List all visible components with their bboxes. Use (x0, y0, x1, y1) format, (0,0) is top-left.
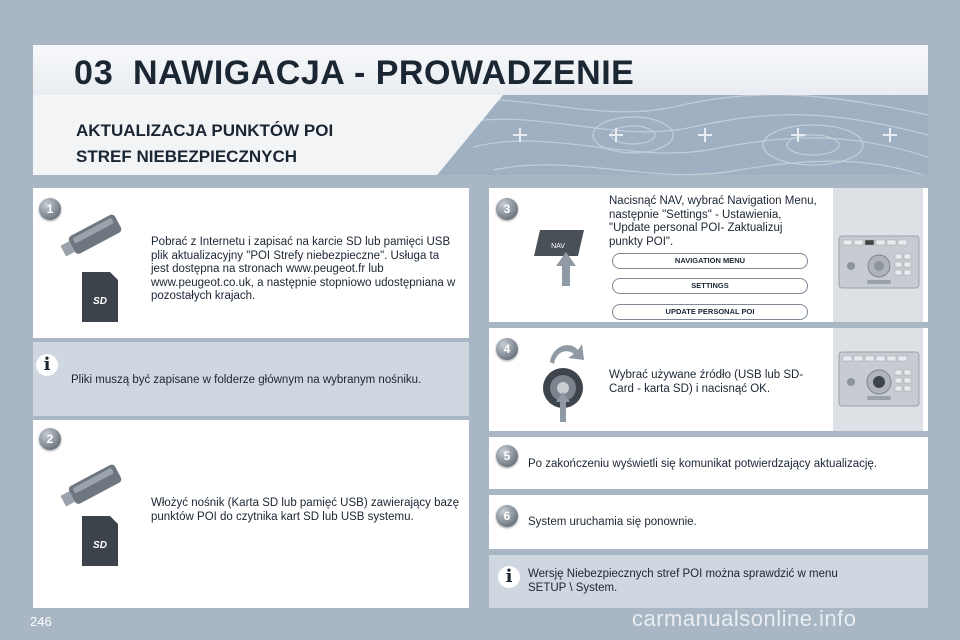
watermark: carmanualsonline.info (632, 606, 857, 631)
subtitle-line-2: STREF NIEBEZPIECZNYCH (76, 147, 298, 166)
step-1-text: Pobrać z Internetu i zapisać na karcie SD lub pamięci USB plik aktualizacyjny "POI Strefy niebezpieczne". Usługa ta jest dostępna na stronach www.peugeot.fr lub www.peugeot.co.uk, a następnie stopniowo udostępniana w pozostałych krajach. (151, 236, 456, 302)
step-6-text: System uruchamia się ponownie. (528, 516, 697, 528)
info-text-right: Wersję Niebezpiecznych stref POI można sprawdzić w menu SETUP \ System. (528, 568, 838, 594)
nav-button-icon (528, 226, 588, 288)
step-5-badge: 5 (496, 445, 518, 467)
usb-stick-icon (52, 212, 132, 262)
step-4-text: Wybrać używane źródło (USB lub SD-Card - karta SD) i nacisnąć OK. (609, 369, 804, 395)
nav-key-label: NAV (551, 243, 565, 250)
radio-unit-image (833, 328, 923, 431)
svg-text:SD: SD (93, 296, 107, 307)
chapter-number: 03 (74, 54, 114, 92)
radio-panel-icon (833, 188, 923, 322)
subtitle-line-1: AKTUALIZACJA PUNKTÓW POI (76, 121, 334, 140)
step-6-badge: 6 (496, 505, 518, 527)
step-2-text: Włożyć nośnik (Karta SD lub pamięć USB) zawierający bazę punktów POI do czytnika kart SD lub USB systemu. (151, 497, 460, 523)
step-1-badge: 1 (39, 198, 61, 220)
sd-card-icon (80, 270, 120, 324)
page-number: 246 (30, 614, 52, 629)
chapter-title: NAWIGACJA - PROWADZENIE (133, 54, 635, 92)
menu-item-navigation-menu: NAVIGATION MENU (612, 253, 808, 269)
step-2-badge: 2 (39, 428, 61, 450)
menu-item-update-personal-poi: UPDATE PERSONAL POI (612, 304, 808, 320)
step-3-text: Nacisnąć NAV, wybrać Navigation Menu, następnie "Settings" - Ustawienia, "Update personal POI- Zaktualizuj punkty POI". (609, 195, 817, 248)
step-3-badge: 3 (496, 198, 518, 220)
step-5-text: Po zakończeniu wyświetli się komunikat potwierdzający aktualizację. (528, 458, 877, 470)
section-subtitle (76, 118, 333, 170)
info-icon: i (36, 354, 58, 376)
rotary-knob-icon (538, 336, 588, 426)
sd-card-icon (80, 514, 120, 568)
step-4-badge: 4 (496, 338, 518, 360)
menu-item-settings: SETTINGS (612, 278, 808, 294)
info-icon: i (498, 566, 520, 588)
svg-text:SD: SD (93, 540, 107, 551)
usb-stick-icon (52, 462, 132, 512)
radio-unit-image (833, 188, 923, 322)
info-text-left: Pliki muszą być zapisane w folderze głównym na wybranym nośniku. (71, 374, 422, 386)
radio-panel-icon (833, 328, 923, 431)
